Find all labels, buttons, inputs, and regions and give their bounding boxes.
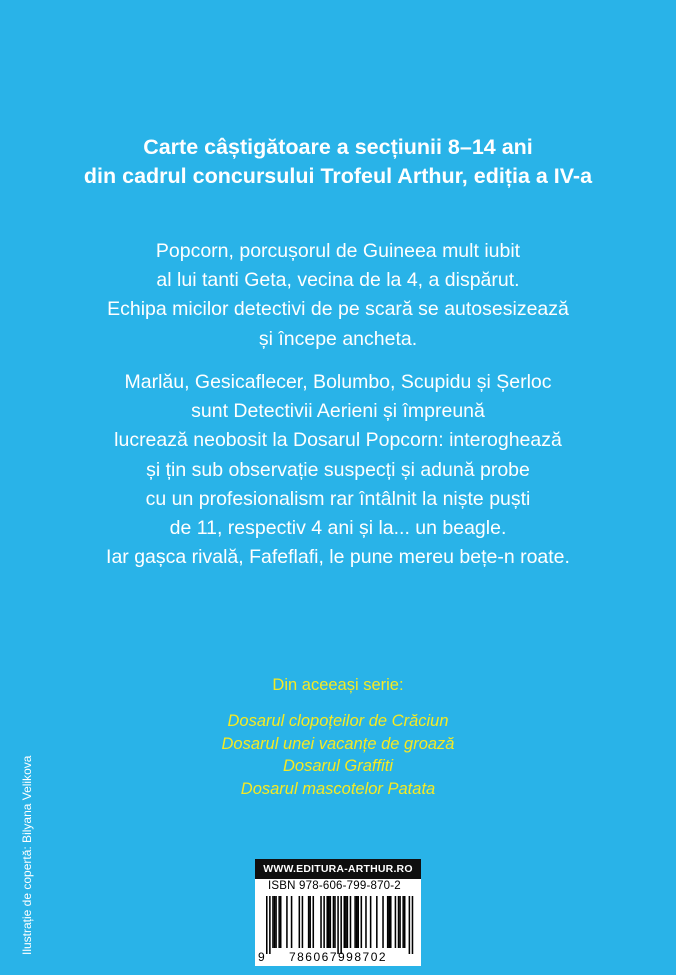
barcode-digits-row (258, 951, 418, 964)
barcode-bar (376, 896, 378, 948)
barcode-bar (390, 896, 392, 948)
blurb-paragraph-2 (0, 368, 676, 572)
award-line-2: din cadrul concursului Trofeul Arthur, ediția a IV-a (83, 164, 593, 188)
blurb-line: sunt Detectivii Aerieni și împreună (191, 400, 485, 423)
blurb-line: Marlău, Gesicaflecer, Bolumbo, Scupidu și Șerloc (124, 371, 552, 393)
barcode-bar (404, 896, 406, 948)
blurb-line: cu un profesionalism rar întâlnit la niște puști (145, 487, 531, 510)
barcode-bar (333, 896, 335, 948)
barcode-bar (365, 896, 367, 948)
barcode-bar (344, 896, 346, 948)
series-item: Dosarul unei vacanțe de groază (221, 734, 455, 753)
barcode-lead-digit: 9 (258, 950, 267, 964)
blurb-line: și începe ancheta. (258, 327, 418, 350)
illustration-credit: Ilustrație de copertă: Bilyana Velikova (20, 755, 34, 955)
barcode-bar (326, 896, 328, 948)
blurb-paragraph-1 (0, 237, 676, 354)
barcode-bar (286, 896, 288, 948)
barcode-bar (330, 896, 332, 948)
isbn-label: ISBN 978-606-799-870-2 (268, 880, 401, 892)
barcode-bar (361, 896, 363, 948)
blurb-line: de 11, respectiv 4 ani și la... un beagle. (169, 517, 507, 540)
barcode-bar (328, 896, 330, 948)
barcode-bar (398, 896, 400, 948)
barcode-bar (275, 896, 277, 948)
barcode-digits: 786067998702 (288, 950, 388, 964)
barcode-bar (388, 896, 390, 948)
series-item: Dosarul mascotelor Patata (240, 779, 436, 798)
barcode-bar (409, 896, 411, 954)
barcode-bar (266, 896, 268, 954)
barcode-bar (356, 896, 358, 948)
blurb-line: Iar gașca rivală, Fafeflafi, le pune mereu bețe-n roate. (106, 546, 570, 569)
award-statement (0, 133, 676, 191)
barcode-bar (347, 896, 349, 948)
barcode-bar (334, 896, 336, 948)
blurb-line: al lui tanti Geta, vecina de la 4, a dispărut. (156, 269, 520, 292)
barcode-bar (395, 896, 397, 948)
barcode-bar (308, 896, 310, 948)
barcode-bar (272, 896, 274, 948)
barcode-bar (357, 896, 359, 948)
barcode-bar (382, 896, 384, 948)
series-heading: Din aceeași serie: (272, 676, 404, 694)
barcode-bar (291, 896, 293, 948)
barcode-bar (320, 896, 322, 948)
barcode-bar (412, 896, 414, 954)
barcode-bar (340, 896, 342, 954)
barcode-bar (345, 896, 347, 948)
barcode-bar (302, 896, 304, 948)
blurb-line: Echipa micilor detectivi de pe scară se autosesizează (107, 298, 569, 321)
barcode-bar (354, 896, 356, 948)
barcode-bar (309, 896, 311, 948)
barcode-bar (274, 896, 276, 948)
barcode-bar (337, 896, 339, 954)
series-item: Dosarul clopoțeilor de Crăciun (227, 712, 449, 730)
barcode-bar (387, 896, 389, 948)
barcode-bar (402, 896, 404, 948)
award-line-1: Carte câștigătoare a secțiunii 8–14 ani (143, 135, 533, 159)
blurb-line: lucrează neobosit la Dosarul Popcorn: interoghează (114, 429, 562, 452)
blurb-line: Popcorn, porcușorul de Guineea mult iubit (155, 240, 521, 262)
barcode-bar (399, 896, 401, 948)
blurb-line: și țin sub observație suspecți și adună probe (146, 458, 530, 481)
series-list (0, 710, 676, 800)
barcode-bar (350, 896, 352, 948)
barcode-bar (280, 896, 282, 948)
barcode-bar (299, 896, 301, 948)
barcode-bar (313, 896, 315, 948)
barcode-bar (323, 896, 325, 948)
series-item: Dosarul Graffiti (282, 757, 394, 775)
publisher-website: WWW.EDITURA-ARTHUR.RO (255, 859, 421, 879)
barcode-bar (269, 896, 271, 954)
barcode-bar (278, 896, 280, 948)
barcode-bar (370, 896, 372, 948)
